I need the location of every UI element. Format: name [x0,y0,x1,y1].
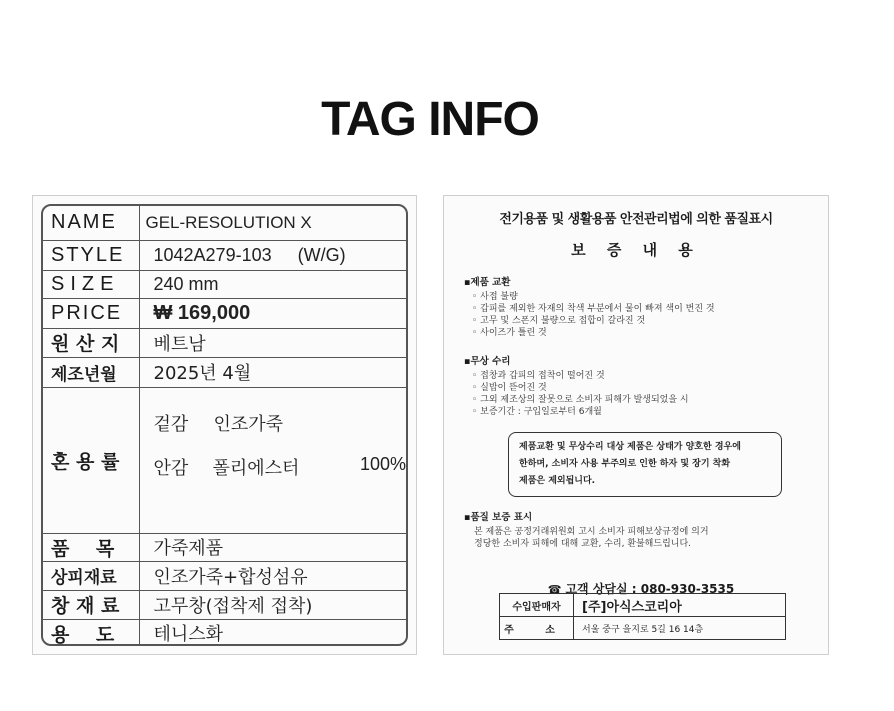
address-value: 서울 중구 을지로 5길 16 14층 [574,617,786,640]
seller-label: 수입판매자 [500,594,574,617]
table-row [43,533,406,561]
size-value: 240 mm [139,270,406,298]
origin-label: 원 산 지 [43,328,139,357]
importer-table [499,593,786,640]
style-code: 1042A279-103 [153,244,272,265]
outer-part: 겉감 [153,413,189,435]
list-item: ◦ 갑피를 제외한 자재의 착색 부분에서 물이 빠져 색이 번진 것 [472,304,715,314]
composition-line-lining [154,454,407,480]
manufacture-date-label: 제조년월 [43,357,139,387]
address-label: 주 소 [500,617,574,640]
table-row [43,240,406,270]
exclusion-notice-box [508,432,782,497]
table-row [43,590,406,619]
exchange-list [472,291,816,339]
warranty-subheading: 보 증 내 용 [571,241,701,259]
list-item: ◦ 사이즈가 틀린 것 [472,328,547,338]
price-value: ₩ 169,000 [139,298,406,328]
list-item: ◦ 그외 제조상의 잘못으로 소비자 피해가 발생되었을 시 [472,395,689,405]
item-value: 가죽제품 [139,533,406,561]
phone-icon: ☎ [547,583,562,596]
warranty-tag-label [443,195,829,655]
price-label: PRICE [43,298,139,328]
list-item: ◦ 보증기간 : 구입일로부터 6개월 [472,407,602,417]
seller-value: [주]아식스코리아 [574,594,786,617]
page-title: TAG INFO [321,93,539,146]
upper-material-value: 인조가죽+합성섬유 [139,561,406,590]
table-row [43,298,406,328]
item-label: 품 목 [43,533,139,561]
lining-part: 안감 [153,457,189,479]
manufacture-date-value: 2025년 4월 [139,357,406,387]
size-label: SIZE [43,270,139,298]
table-row [43,328,406,357]
composition-line-outer [154,410,407,436]
warranty-heading: 전기용품 및 생활용품 안전관리법에 의한 품질표시 [499,212,773,227]
table-row [43,619,406,646]
style-color-code: (W/G) [297,244,346,265]
sole-material-label: 창 재 료 [43,590,139,619]
exchange-section-title: ▪제품 교환 [464,277,511,288]
table-row [43,561,406,590]
table-row [43,387,406,533]
table-row [500,594,786,617]
table-row [500,617,786,640]
lining-percent: 100% [359,453,406,474]
composition-label: 혼 용 률 [43,387,139,533]
usage-label: 용 도 [43,619,139,646]
lining-material: 폴리에스터 [212,457,300,479]
name-value: GEL-RESOLUTION X [145,212,312,232]
usage-value: 테니스화 [139,619,406,646]
table-row [43,357,406,387]
quality-line: 정당한 소비자 피해에 대해 교환, 수리, 환불해드립니다. [474,539,692,549]
notice-line: 제품은 제외됩니다. [519,476,596,486]
quality-line: 본 제품은 공정거래위원회 고시 소비자 피해보상규정에 의거 [474,527,709,537]
customer-service-text: 고객 상담실 : 080-930-3535 [565,582,735,596]
repair-list [472,370,816,418]
quality-text [474,526,816,550]
notice-line: 제품교환 및 무상수리 대상 제품은 상태가 양호한 경우에 [519,442,741,452]
notice-line: 한하며, 소비자 사용 부주의로 인한 하자 및 장기 착화 [519,459,731,469]
name-label: NAME [43,206,139,240]
list-item: ◦ 사접 불량 [472,292,518,302]
list-item: ◦ 고무 및 스폰지 불량으로 접합이 갈라진 것 [472,316,646,326]
repair-section-title: ▪무상 수리 [464,356,511,367]
quality-section-title: ▪품질 보증 표시 [464,512,533,523]
product-tag-label [32,195,417,655]
composition-value [139,387,406,533]
origin-value: 베트남 [139,328,406,357]
style-value-cell [139,240,406,270]
tag-table-frame [41,204,408,646]
table-row [43,270,406,298]
outer-material: 인조가죽 [213,413,284,435]
sole-material-value: 고무창(접착제 접착) [139,590,406,619]
upper-material-label: 상피재료 [43,561,139,590]
tag-info-table [43,206,406,646]
style-label: STYLE [43,240,139,270]
list-item: ◦ 실밥이 뜯어진 것 [472,383,547,393]
list-item: ◦ 접창과 갑피의 접착이 떨어진 것 [472,371,605,381]
table-row [43,206,406,240]
